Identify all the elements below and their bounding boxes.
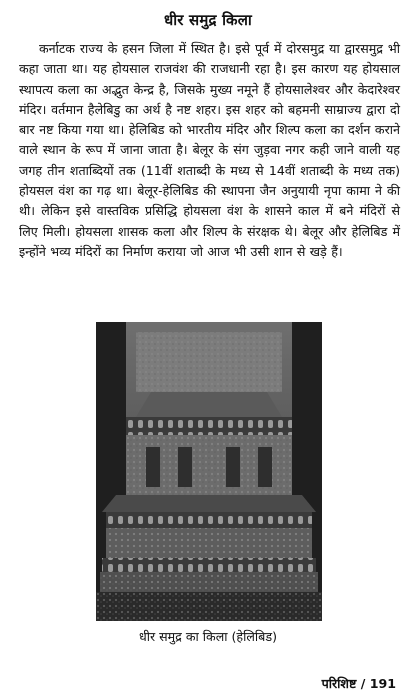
page-footer: परिशिष्ट / 191	[321, 676, 396, 691]
page-title: धीर समुद्र किला	[163, 11, 253, 29]
photo-caption: धीर समुद्र का किला (हेलिबिड)	[138, 629, 278, 644]
body-text	[19, 39, 400, 262]
temple-photo	[96, 322, 322, 621]
paragraph: कर्नाटक राज्य के हसन जिला में स्थित है। इसे पूर्व में दोरसमुद्र या द्वारसमुद्र भी कहा जाता था। यह होयसाल राजवंश की राजधानी रहा है। इस कारण यह होयसाल स्थापत्य कला का अद्भुत केन्द्र है, जिसके मुख्य नमूने हैं होयसालेश्वर और केदारेश्वर मंदिर। वर्तमान हैलेबिडु का अर्थ है नष्ट शहर। इस शहर को बहमनी साम्राज्य द्वारा दो बार नष्ट किया गया था। हेलिबिड को भारतीय मंदिर और शिल्प कला का दर्शन कराने वाले स्थान के रूप में जाना जाता है। बेलूर के संग जुड़वा नगर कही जाने वाली यह जगह तीन शताब्दियों तक (11वीं शताब्दी के मध्य से 14वीं शताब्दी के मध्य तक) होयसल वंश का गढ़ था। बेलूर-हेलिबिड की स्थापना जैन अनुयायी नृपा कामा ने की थी। लेकिन इसे वास्तविक प्रसिद्धि होयसला वंश के शासने काल में बने मंदिरों से लिए मिली। होयसला शासक कला और शिल्प के संरक्षक थे। बेलूर और हेलिबिड में इन्होंने भव्य मंदिरों का निर्माण कराया जो आज भी उसी शान से खड़े हैं।	[19, 41, 400, 259]
